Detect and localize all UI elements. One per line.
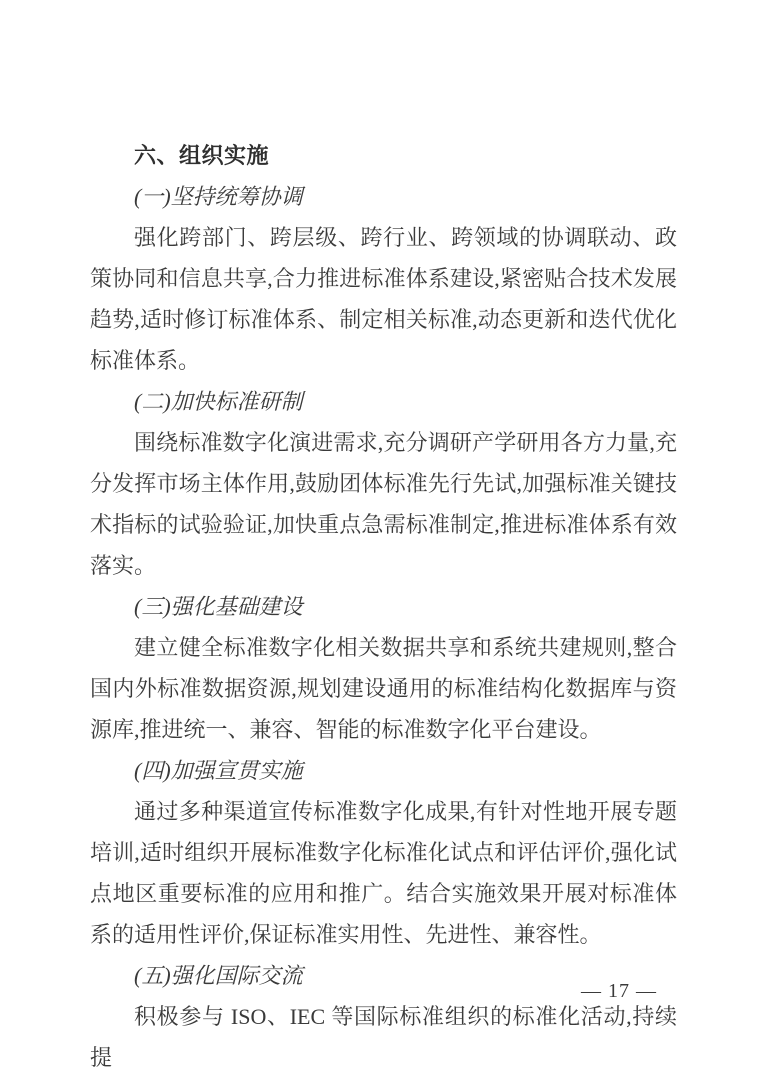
section-paragraph-3: 建立健全标准数字化相关数据共享和系统共建规则,整合国内外标准数据资源,规划建设通用的标准结构化数据库与资源库,推进统一、兼容、智能的标准数字化平台建设。 [90,635,677,742]
section-title-2: (二)加快标准研制 [134,389,303,414]
chapter-heading: 六、组织实施 [134,143,270,168]
section-paragraph-1: 强化跨部门、跨层级、跨行业、跨领域的协调联动、政策协同和信息共享,合力推进标准体系建设,紧密贴合技术发展趋势,适时修订标准体系、制定相关标准,动态更新和迭代优化标准体系。 [90,225,677,373]
section-paragraph-2: 围绕标准数字化演进需求,充分调研产学研用各方力量,充分发挥市场主体作用,鼓励团体标准先行先试,加强标准关键技术指标的试验验证,加快重点急需标准制定,推进标准体系有效落实。 [90,430,677,578]
section-title-5: (五)强化国际交流 [134,963,303,988]
section-title-3: (三)强化基础建设 [134,594,303,619]
section-paragraph-4: 通过多种渠道宣传标准数字化成果,有针对性地开展专题培训,适时组织开展标准数字化标准化试点和评估评价,强化试点地区重要标准的应用和推广。结合实施效果开展对标准体系的适用性评价,保证标准实用性、先进性、兼容性。 [90,799,677,947]
document-content [90,135,677,1078]
section-paragraph-5: 积极参与 ISO、IEC 等国际标准组织的标准化活动,持续提 [90,1004,677,1070]
page-number: — 17 — [581,980,657,1002]
section-title-1: (一)坚持统筹协调 [134,184,303,209]
section-title-4: (四)加强宣贯实施 [134,758,303,783]
